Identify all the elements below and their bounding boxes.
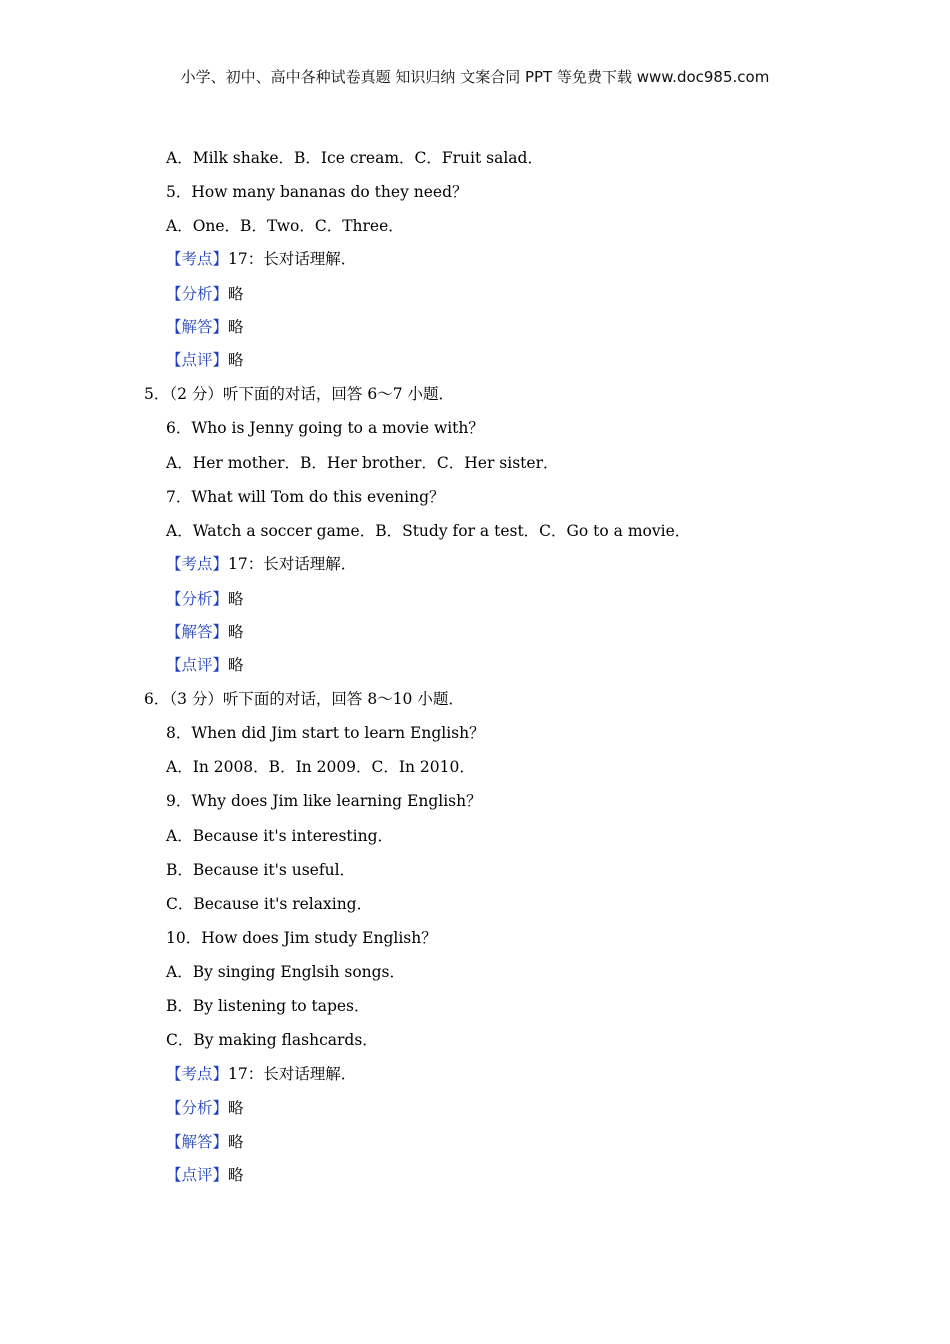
fenxi-line (166, 589, 244, 609)
kaodian-text: 17：长对话理解． (228, 555, 357, 573)
fenxi-text: 略 (228, 590, 244, 608)
option-line: C．By making flashcards． (166, 1031, 378, 1049)
fenxi-tag: 【分析】 (166, 1099, 229, 1117)
option-line: B．By listening to tapes． (166, 997, 370, 1015)
jieda-line (166, 1132, 244, 1152)
question-line: 9．Why does Jim like learning English？ (166, 792, 482, 810)
section-heading: 6．（3 分）听下面的对话，回答 8～10 小题． (144, 690, 464, 708)
jieda-text: 略 (228, 1133, 244, 1151)
jieda-line (166, 622, 244, 642)
fenxi-tag: 【分析】 (166, 285, 229, 303)
question-line: 7．What will Tom do this evening？ (166, 488, 445, 506)
fenxi-line (166, 1098, 244, 1118)
dianping-line (166, 655, 244, 675)
option-line: B．Because it's useful． (166, 861, 356, 879)
jieda-text: 略 (228, 318, 244, 336)
watermark-header: 小学、初中、高中各种试卷真题 知识归纳 文案合同 PPT 等免费下载 www.doc985.com (180, 68, 770, 86)
fenxi-line (166, 284, 244, 304)
jieda-line (166, 317, 244, 337)
jieda-tag: 【解答】 (166, 1133, 229, 1151)
fenxi-tag: 【分析】 (166, 590, 229, 608)
options-line: A．In 2008．B．In 2009．C．In 2010． (166, 758, 475, 776)
section-heading: 5．（2 分）听下面的对话，回答 6～7 小题． (144, 385, 454, 403)
dianping-tag: 【点评】 (166, 351, 229, 369)
question-line: 5．How many bananas do they need？ (166, 183, 468, 201)
dianping-text: 略 (228, 656, 244, 674)
option-line: C．Because it's relaxing． (166, 895, 373, 913)
option-line: A．By singing Englsih songs． (166, 963, 406, 981)
jieda-tag: 【解答】 (166, 318, 229, 336)
dianping-text: 略 (228, 1166, 244, 1184)
kaodian-text: 17：长对话理解． (228, 250, 357, 268)
jieda-text: 略 (228, 623, 244, 641)
question-line: 6．Who is Jenny going to a movie with？ (166, 419, 484, 437)
options-line: A．One．B．Two．C．Three． (166, 217, 404, 235)
kaodian-tag: 【考点】 (166, 250, 229, 268)
jieda-tag: 【解答】 (166, 623, 229, 641)
options-line: A．Her mother．B．Her brother．C．Her sister． (166, 454, 559, 472)
fenxi-text: 略 (228, 285, 244, 303)
kaodian-tag: 【考点】 (166, 555, 229, 573)
dianping-text: 略 (228, 351, 244, 369)
options-line: A．Watch a soccer game．B．Study for a test．C．Go to a movie． (166, 522, 691, 540)
kaodian-line (166, 249, 356, 269)
kaodian-line (166, 554, 356, 574)
fenxi-text: 略 (228, 1099, 244, 1117)
dianping-tag: 【点评】 (166, 1166, 229, 1184)
question-line: 10．How does Jim study English？ (166, 929, 437, 947)
dianping-line (166, 350, 244, 370)
options-line: A．Milk shake．B．Ice cream．C．Fruit salad． (166, 149, 543, 167)
kaodian-text: 17：长对话理解． (228, 1065, 357, 1083)
kaodian-tag: 【考点】 (166, 1065, 229, 1083)
question-line: 8．When did Jim start to learn English？ (166, 724, 485, 742)
dianping-tag: 【点评】 (166, 656, 229, 674)
dianping-line (166, 1165, 244, 1185)
option-line: A．Because it's interesting． (166, 827, 394, 845)
kaodian-line (166, 1064, 356, 1084)
